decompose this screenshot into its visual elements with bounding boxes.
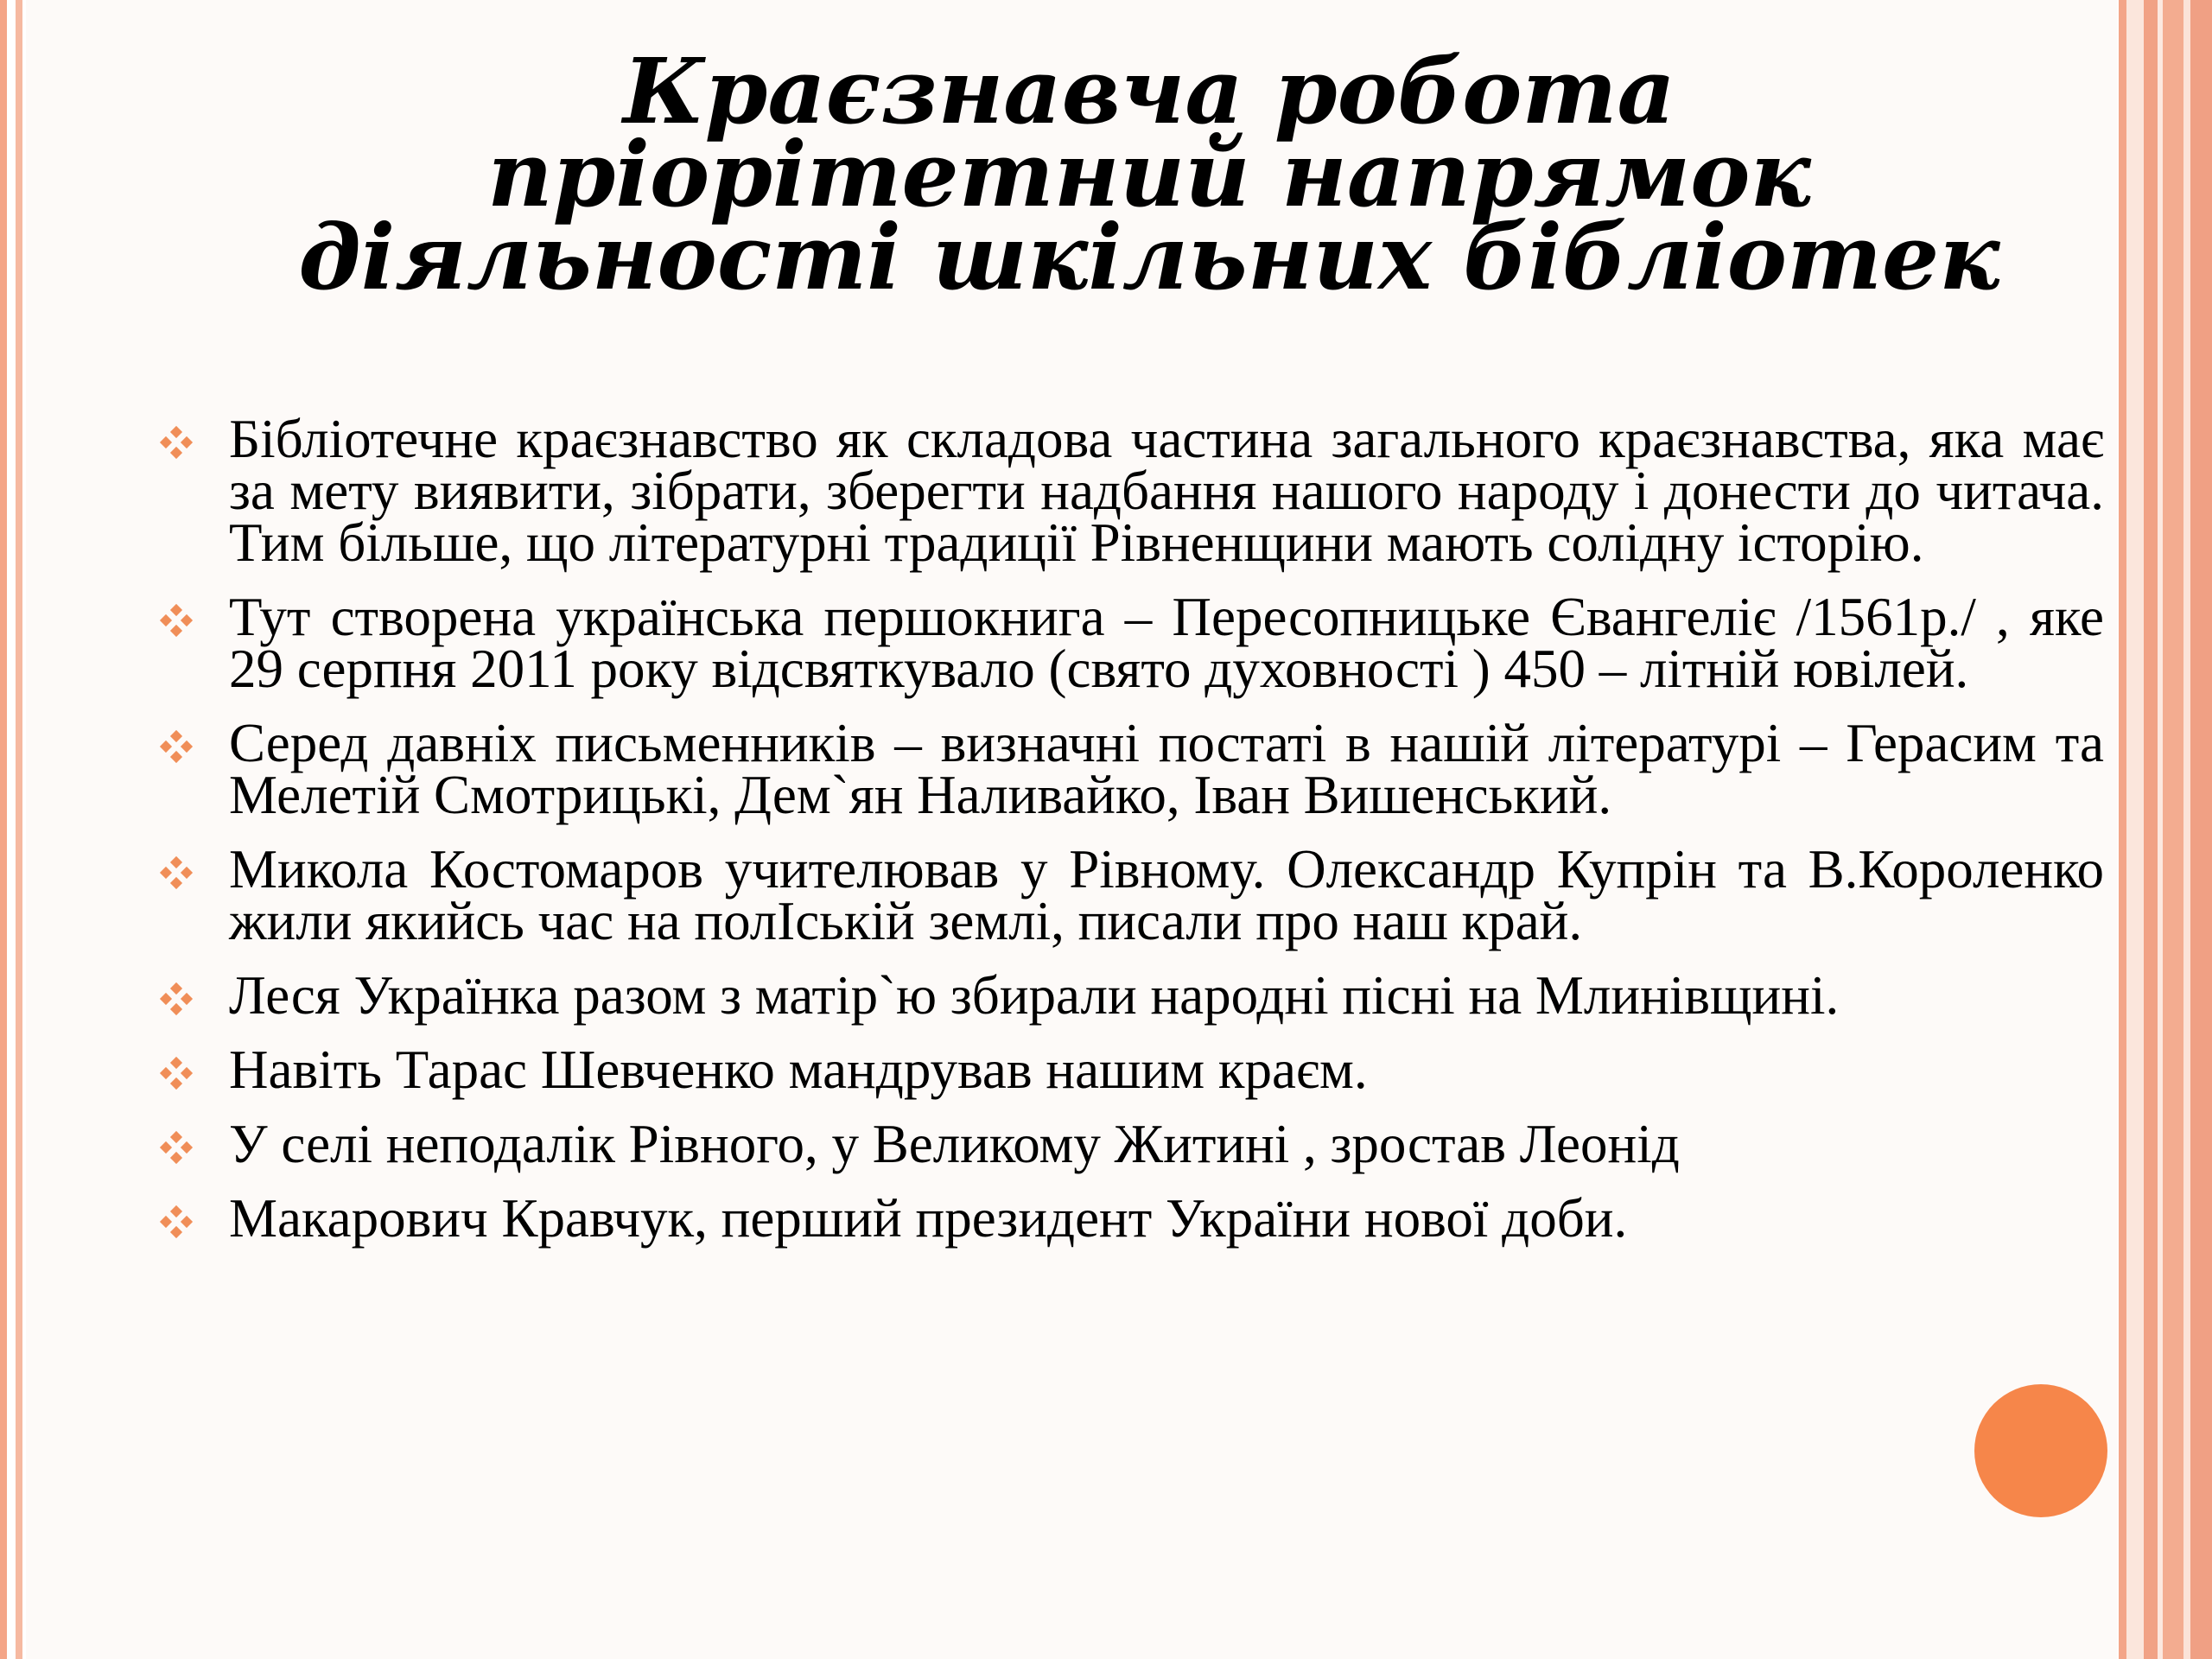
bullet-text: Микола Костомаров учителював у Рівному. Олександр Купрін та В.Короленко жили якийсь час на полІській землі, писали про наш край. (229, 839, 2104, 951)
diamond-bullet-icon (159, 729, 194, 764)
diamond-bullet-icon (159, 982, 194, 1016)
diamond-bullet-icon (159, 855, 194, 890)
bullet-list (156, 409, 2104, 1267)
diamond-bullet-icon (159, 1130, 194, 1165)
diamond-bullet-icon (159, 1205, 194, 1239)
bullet-text: Макарович Кравчук, перший президент України нової доби. (229, 1188, 1628, 1249)
title-line-1: Краєзнавча робота (623, 38, 1675, 144)
bullet-text: Леся Українка разом з матір`ю збирали народні пісні на Млинівщині. (229, 965, 1840, 1026)
title-line-2: пріорітетний напрямок (487, 121, 1811, 227)
left-border-stripe (16, 0, 22, 1659)
bullet-item (156, 409, 2104, 573)
bullet-text: Серед давніх письменників – визначні постаті в нашій літературі – Герасим та Мелетій Смотрицькі, Дем`ян Наливайко, Іван Вишенський. (229, 713, 2104, 825)
decorative-circle (1974, 1384, 2107, 1517)
right-border-stripe (2144, 0, 2158, 1659)
right-border-stripe (2163, 0, 2183, 1659)
right-border-stripe (2126, 0, 2144, 1659)
bullet-item (156, 965, 2104, 1026)
content-panel (26, 0, 2117, 1659)
slide-title (285, 38, 2013, 310)
bullet-item (156, 1188, 2104, 1249)
bullet-item (156, 713, 2104, 825)
diamond-bullet-icon (159, 603, 194, 638)
bullet-item (156, 1039, 2104, 1100)
bullet-text: Тут створена українська першокнига – Пересопницьке Євангеліє /1561р./ , яке 29 серпня 2011 року відсвяткувало (свято духовності ) 450 – літній ювілей. (229, 587, 2104, 699)
bullet-item (156, 1114, 2104, 1174)
bullet-item (156, 839, 2104, 951)
bullet-text: Бібліотечне краєзнавство як складова частина загального краєзнавства, яка має за мету виявити, зібрати, зберегти надбання нашого народу і донести до читача. Тим більше, що літературні традиції Рівненщини мають солідну історію. (229, 409, 2104, 573)
right-border-stripe (2119, 0, 2126, 1659)
diamond-bullet-icon (159, 425, 194, 460)
right-border-stripe (2190, 0, 2212, 1659)
right-border-stripe (2183, 0, 2190, 1659)
bullet-text: У селі неподалік Рівного, у Великому Житині , зростав Леонід (229, 1114, 1680, 1174)
bullet-text: Навіть Тарас Шевченко мандрував нашим краєм. (229, 1039, 1368, 1100)
bullet-item (156, 587, 2104, 699)
title-line-3: діяльності шкільних бібліотек (298, 204, 2000, 310)
left-border-stripe (0, 0, 7, 1659)
diamond-bullet-icon (159, 1056, 194, 1090)
